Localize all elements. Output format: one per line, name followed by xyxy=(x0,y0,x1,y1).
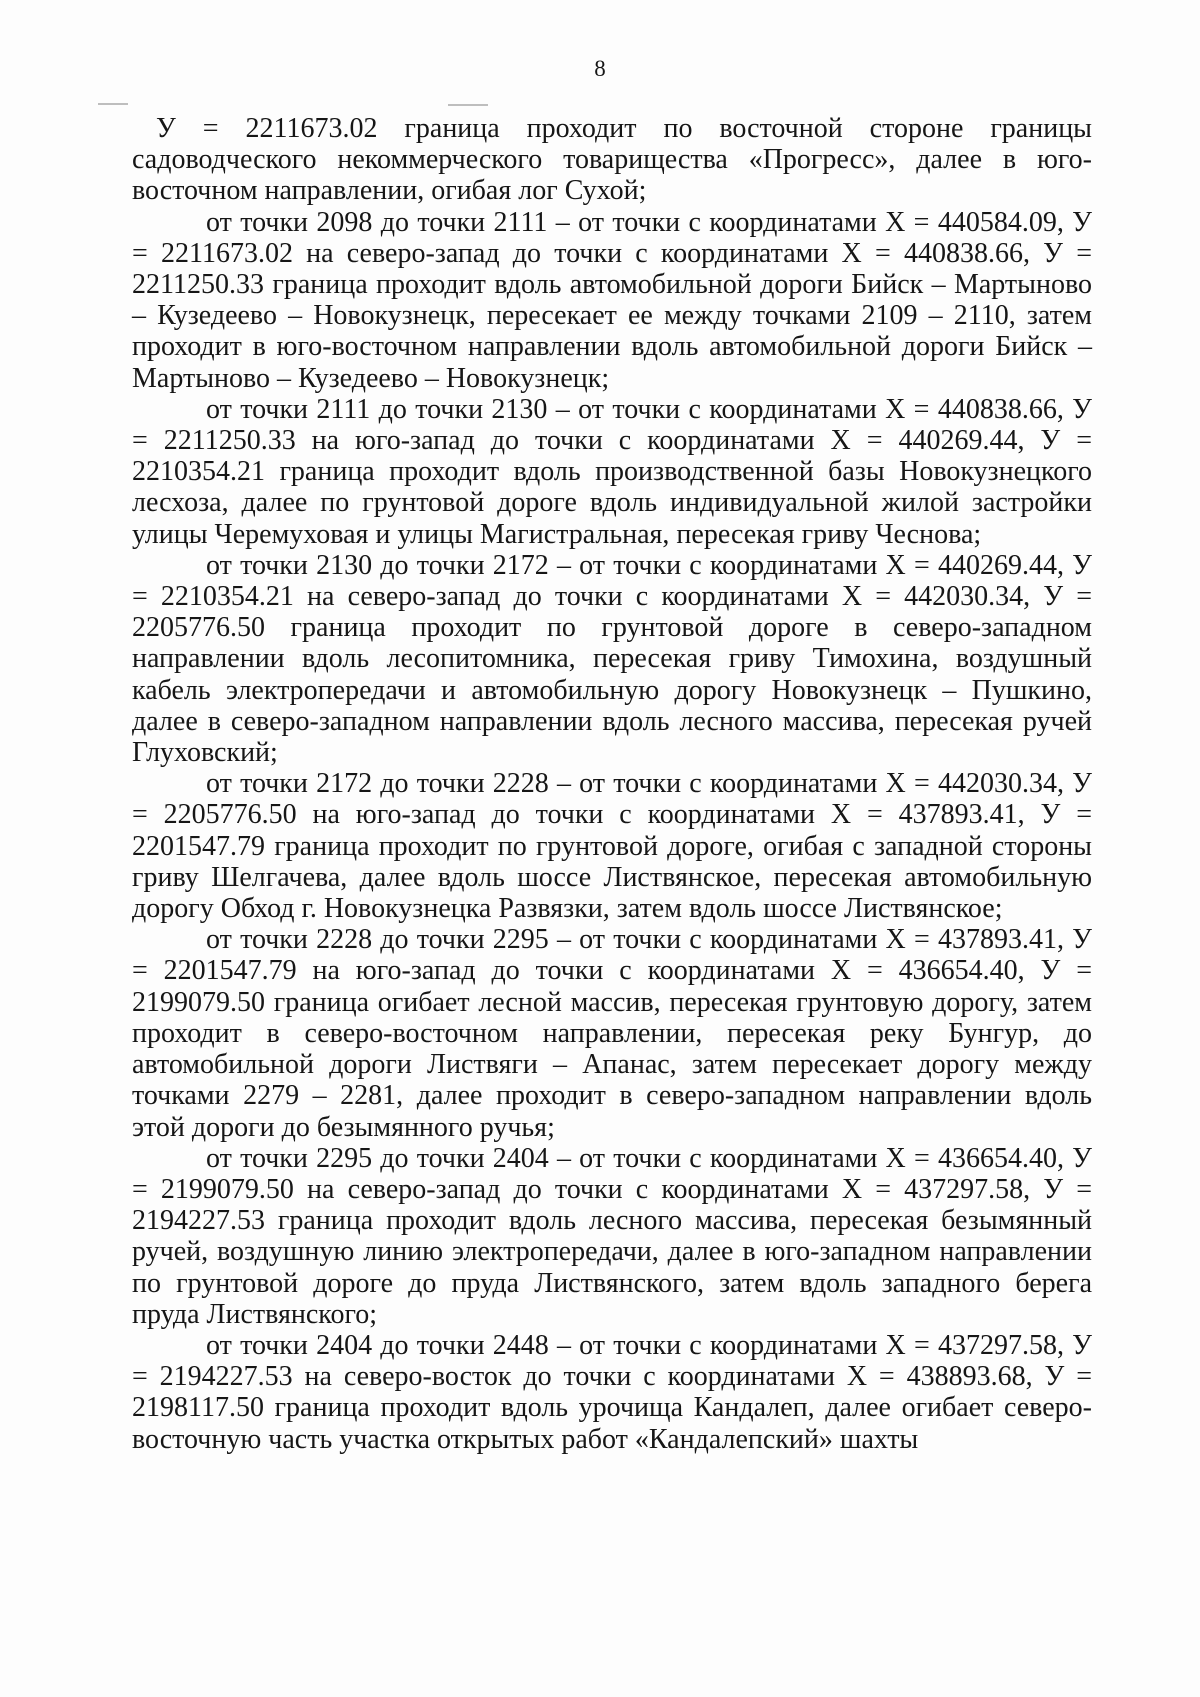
paragraph: от точки 2295 до точки 2404 – от точки с координатами Х = 436654.40, У = 2199079.50 на северо-запад до точки с координатами Х = 437297.58, У = 2194227.53 граница проходит вдоль лесного массива, пересекая безымянный ручей, воздушную линию электропередачи, далее в юго-западном направлении по грунтовой дороге до пруда Листвянского, затем вдоль западного берега пруда Листвянского; xyxy=(132,1142,1092,1330)
paragraph: от точки 2172 до точки 2228 – от точки с координатами Х = 442030.34, У = 2205776.50 на юго-запад до точки с координатами Х = 437893.41, У = 2201547.79 граница проходит по грунтовой дороге, огибая с западной стороны гриву Шелгачева, далее вдоль шоссе Листвянское, пересекая автомобильную дорогу Обход г. Новокузнецка Развязки, затем вдоль шоссе Листвянское; xyxy=(132,768,1092,925)
paragraph: от точки 2111 до точки 2130 – от точки с координатами Х = 440838.66, У = 2211250.33 на юго-запад до точки с координатами Х = 440269.44, У = 2210354.21 граница проходит вдоль производственной базы Новокузнецкого лесхоза, далее по грунтовой дороге вдоль индивидуальной жилой застройки улицы Черемуховая и улицы Магистральная, пересекая гриву Чеснова; xyxy=(132,393,1092,550)
paragraph: от точки 2404 до точки 2448 – от точки с координатами Х = 437297.58, У = 2194227.53 на северо-восток до точки с координатами Х = 438893.68, У = 2198117.50 граница проходит вдоль урочища Кандалеп, далее огибает северо-восточную часть участка открытых работ «Кандалепский» шахты xyxy=(132,1329,1092,1455)
paragraph: от точки 2130 до точки 2172 – от точки с координатами Х = 440269.44, У = 2210354.21 на северо-запад до точки с координатами Х = 442030.34, У = 2205776.50 граница проходит по грунтовой дороге в северо-западном направлении вдоль лесопитомника, пересекая гриву Тимохина, воздушный кабель электропередачи и автомобильную дорогу Новокузнецк – Пушкино, далее в северо-западном направлении вдоль лесного массива, пересекая ручей Глуховский; xyxy=(132,549,1092,769)
paragraph: У = 2211673.02 граница проходит по восточной стороне границы садоводческого некоммерческого товарищества «Прогресс», далее в юго-восточном направлении, огибая лог Сухой; xyxy=(132,113,1092,207)
paragraph: от точки 2228 до точки 2295 – от точки с координатами Х = 437893.41, У = 2201547.79 на юго-запад до точки с координатами Х = 436654.40, У = 2199079.50 граница огибает лесной массив, пересекая грунтовую дорогу, затем проходит в северо-восточном направлении, пересекая реку Бунгур, до автомобильной дороги Листвяги – Апанас, затем пересекает дорогу между точками 2279 – 2281, далее проходит в северо-западном направлении вдоль этой дороги до безымянного ручья; xyxy=(132,924,1092,1143)
scan-artifact-line xyxy=(448,104,488,106)
document-body xyxy=(132,113,1092,1455)
page-number: 8 xyxy=(594,56,606,81)
paragraph: от точки 2098 до точки 2111 – от точки с координатами Х = 440584.09, У = 2211673.02 на северо-запад до точки с координатами Х = 440838.66, У = 2211250.33 граница проходит вдоль автомобильной дороги Бийск – Мартыново – Кузедеево – Новокузнецк, пересекает ее между точками 2109 – 2110, затем проходит в юго-восточном направлении вдоль автомобильной дороги Бийск – Мартыново – Кузедеево – Новокузнецк; xyxy=(132,206,1092,394)
scan-artifact-line xyxy=(98,103,128,105)
